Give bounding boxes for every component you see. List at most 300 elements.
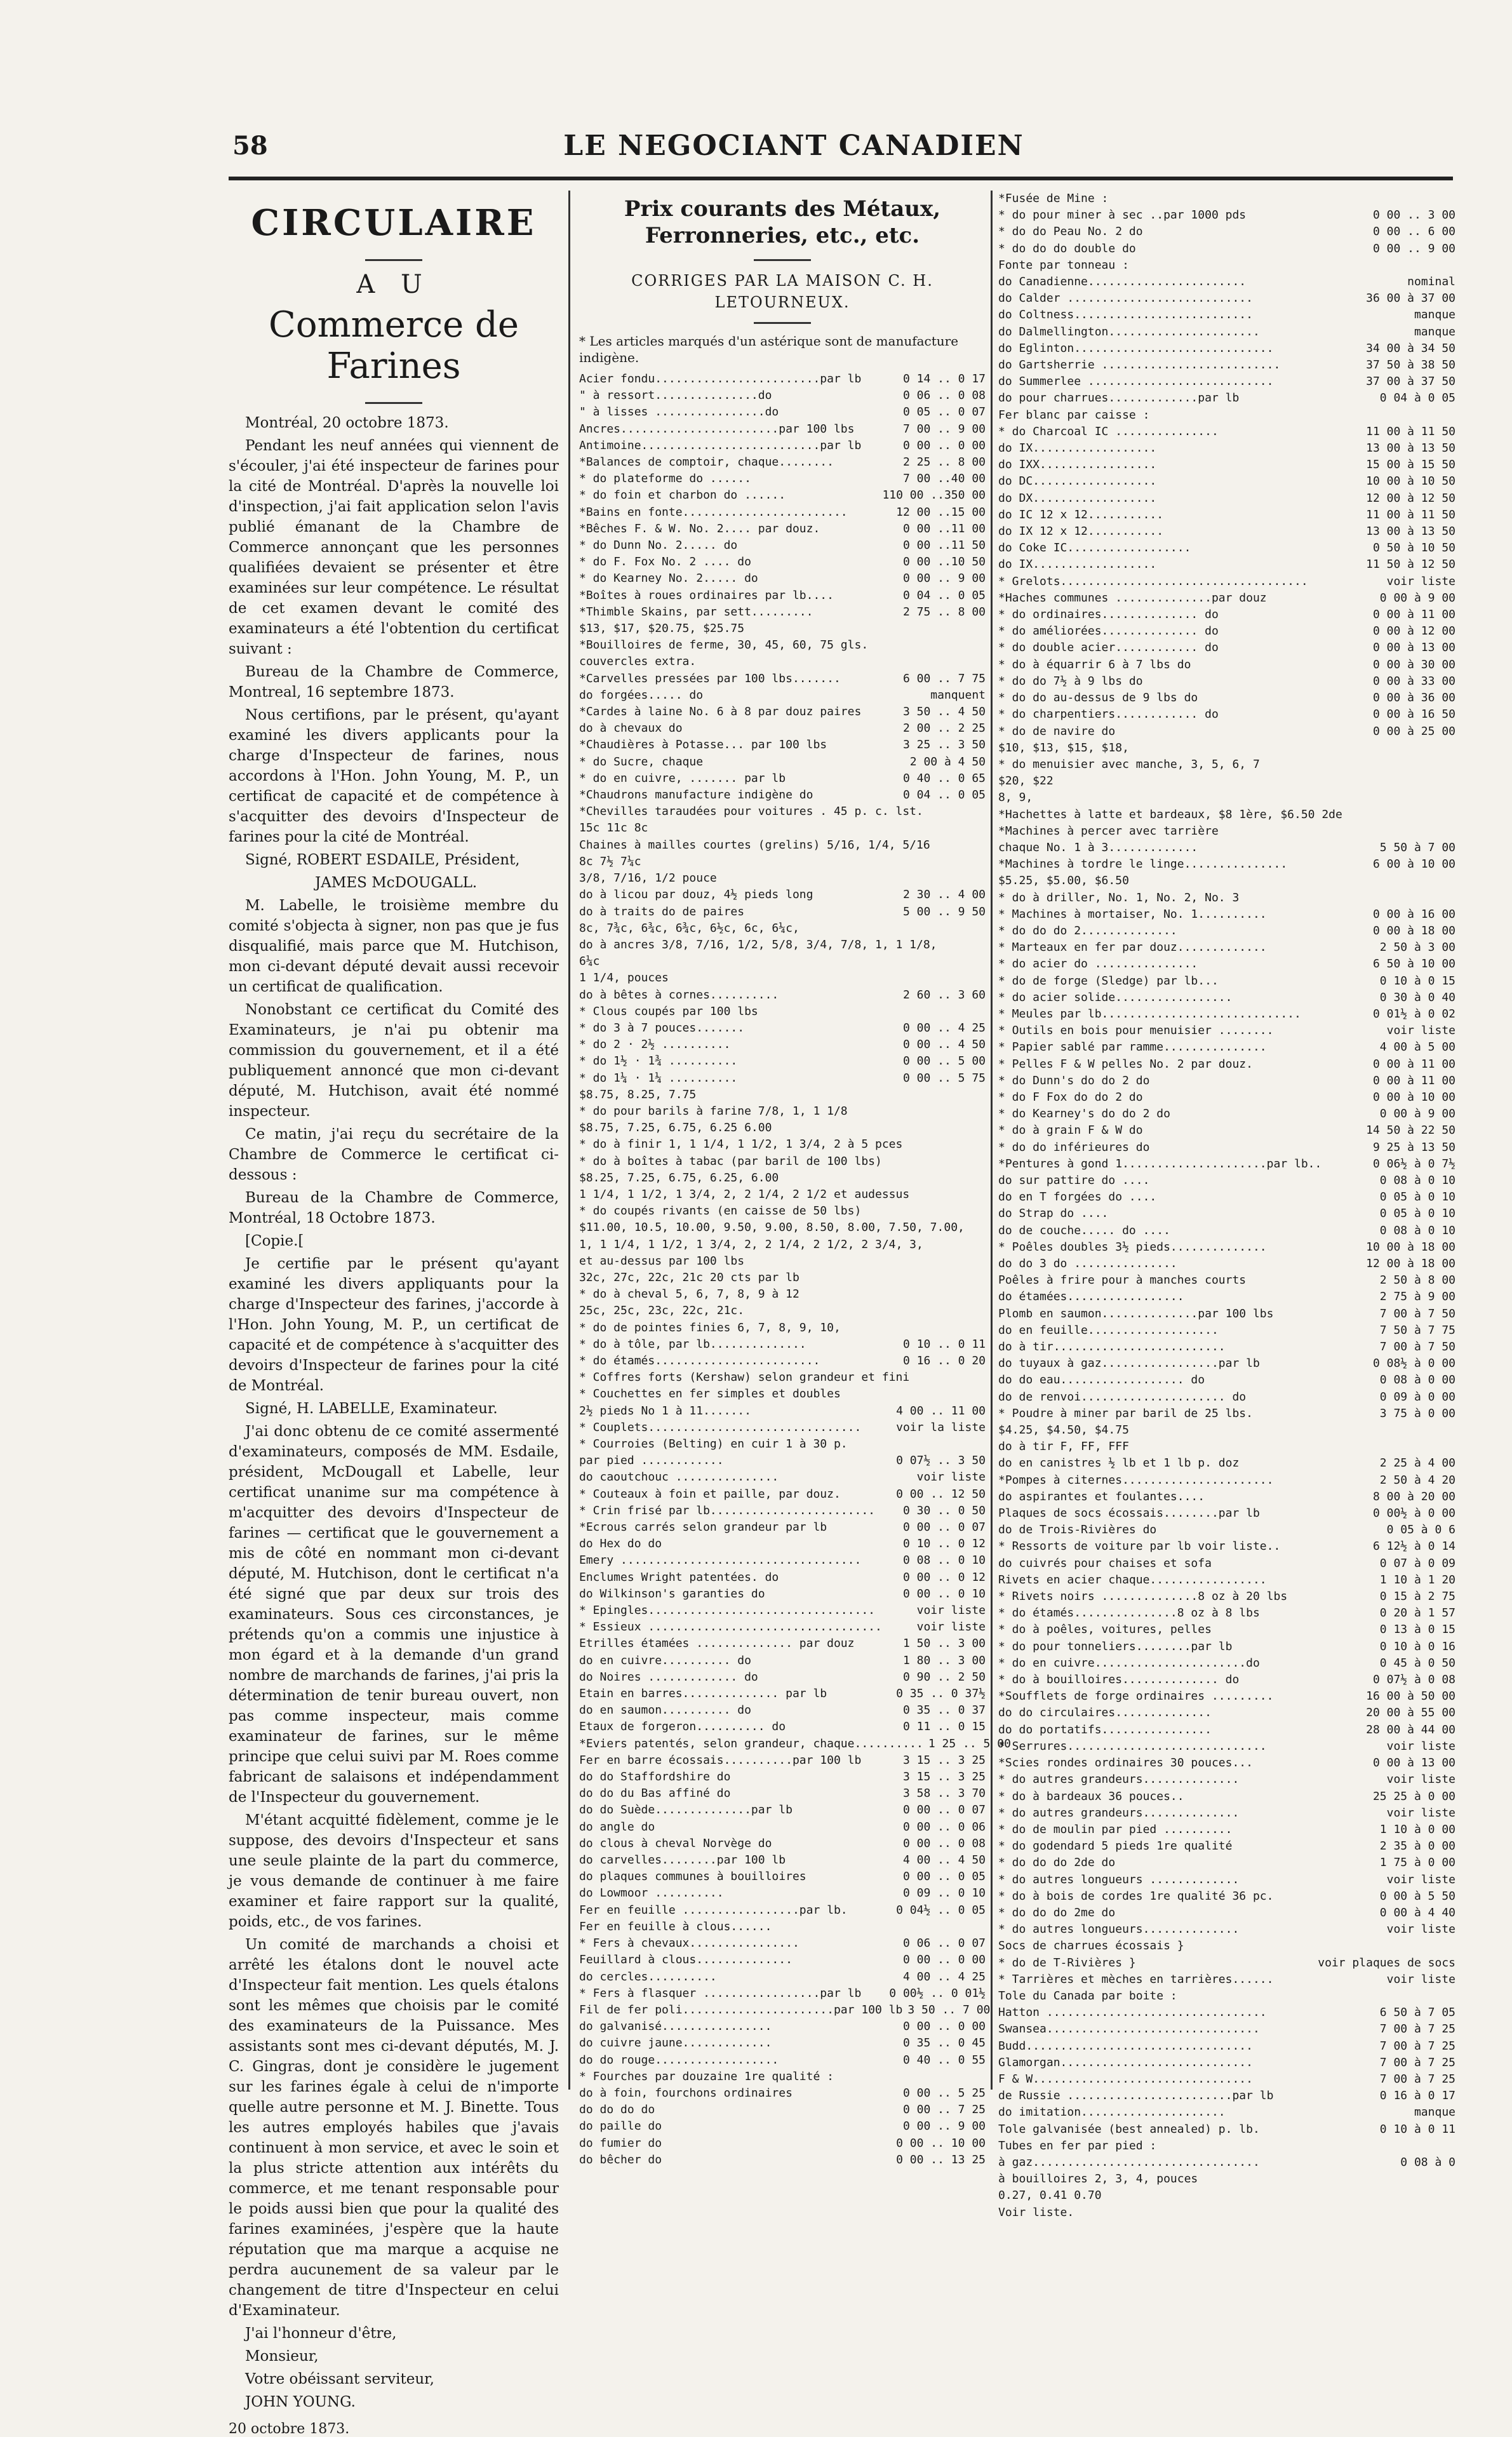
price-item-value [980,1286,986,1303]
price-item-value: 0 00 .. 12 50 [896,1487,986,1501]
price-item-value: 0 10 .. 0 11 [902,1337,986,1351]
price-item-label: *Chevilles taraudées pour voitures . 45 p. c. lst. [579,805,923,819]
price-item-label: do à tir......................... [998,1340,1226,1354]
prix-note: * Les articles marqués d'un astérique sont de manufacture indigène. [579,333,959,365]
price-item-label: * do Kearney's do do 2 do [998,1107,1170,1121]
price-item-value: 0 00 .. 7 25 [902,2103,986,2117]
price-item-value [1450,1988,1455,2004]
price-item-value: 0 10 à 0 16 [1379,1639,1455,1653]
price-item-label: Ancres.......................par 100 lbs [579,422,855,436]
price-item-label: * do de forge (Sledge) par lb... [998,974,1219,988]
price-item-label: do aspirantes et foulantes.... [998,1489,1205,1503]
price-row [579,1369,986,1386]
price-item-value: 7 00 à 7 25 [1379,2022,1455,2036]
paragraph: Nonobstant ce certificat du Comité des Examinateurs, je n'ai pu obtenir ma commission du gouvernement, et il a été publiquement annoncé que mon ci-devant député, M. Hutchison, avait été nommé inspecteur. [229,1002,559,1120]
price-item-label: Plaques de socs écossais........par lb [998,1507,1260,1521]
price-item-value: 0 50 à 10 50 [1372,541,1455,555]
price-row [998,1239,1455,1256]
price-row [998,1872,1455,1888]
price-row [579,1969,986,1985]
price-row [998,424,1455,440]
price-item-value [1450,1938,1455,1954]
price-item-value: 0 00½ à 0 00 [1372,1507,1455,1521]
price-item-value: 2 00 .. 2 25 [902,722,986,735]
price-item-label: * do coupés rivants (en caisse de 50 lbs) [579,1204,862,1218]
closing-line: J'ai l'honneur d'être, [245,2325,397,2342]
price-row [579,521,986,537]
price-item-label: do Gartsherrie .......................... [998,358,1281,372]
price-row [579,2069,986,2085]
price-row [579,1020,986,1037]
price-row [998,1838,1455,1855]
price-item-value: 0 00 à 18 00 [1372,923,1455,937]
price-item-value: nominal [1407,275,1455,289]
price-row [579,1819,986,1836]
price-item-value [980,1103,986,1120]
price-item-label: *Carvelles pressées par 100 lbs....... [579,671,841,685]
price-item-label: do à ancres 3/8, 7/16, 1/2, 5/8, 3/4, 7/8, 1, 1 1/8, [579,937,937,951]
price-row [579,1669,986,1686]
price-item-value [980,1320,986,1336]
price-item-label: do sur pattire do .... [998,1173,1150,1187]
price-item-label: do à chevaux do [579,722,683,735]
price-item-label: do Calder ........................... [998,292,1253,305]
price-list [998,191,1455,2221]
price-item-label: * do pour tonneliers........par lb [998,1639,1233,1653]
price-row [998,2104,1455,2121]
price-row [998,906,1455,923]
price-item-value: 0 40 .. 0 65 [902,771,986,785]
price-item-label: *Thimble Skains, par sett......... [579,605,813,619]
price-item-label: *Fusée de Mine : [998,192,1109,205]
price-item-label: * do menuisier avec manche, 3, 5, 6, 7 [998,757,1260,771]
price-row [579,2002,991,2018]
price-row [579,887,986,903]
price-row [998,307,1455,323]
price-item-value: 1 10 à 1 20 [1379,1573,1455,1587]
signature-line: JAMES McDOUGALL. [315,875,478,891]
price-item-value: 0 30 à 0 40 [1379,990,1455,1004]
price-item-label: do forgées..... do [579,688,704,702]
price-item-label: * Machines à mortaiser, No. 1.......... [998,907,1267,921]
price-row [998,507,1455,523]
price-item-label: do étamées................. [998,1290,1184,1304]
price-row [579,754,986,770]
price-item-label: * do ordinaires.............. do [998,608,1219,622]
price-row [579,1286,986,1303]
price-item-value: 4 00 .. 11 00 [896,1404,986,1418]
price-item-value [1450,890,1455,906]
price-item-label: *Bêches F. & W. No. 2.... par douz. [579,521,820,535]
price-row [579,1469,986,1486]
price-item-value: 1 10 à 0 00 [1379,1822,1455,1836]
price-item-value: 0 00 ..11 00 [902,521,986,535]
price-item-value: 0 11 .. 0 15 [902,1720,986,1734]
price-item-value: 0 13 à 0 15 [1379,1623,1455,1637]
price-item-label: do do portatifs................ [998,1722,1212,1736]
price-item-value: 0 45 à 0 50 [1379,1656,1455,1670]
prix-column [579,191,1011,2166]
price-row [579,537,986,554]
price-item-value: 16 00 à 50 00 [1366,1689,1455,1703]
price-item-label: Socs de charrues écossais } [998,1939,1184,1953]
price-row [998,1439,1455,1455]
price-item-value: 0 00 à 16 50 [1372,708,1455,722]
circulaire-subtitle: Commerce de Farines [269,304,519,387]
price-row [579,854,986,870]
price-item-value: 0 00 .. 10 00 [896,2136,986,2150]
price-item-value [980,803,986,820]
price-row [998,1106,1455,1122]
price-row [579,1869,986,1885]
price-item-value: 0 00 .. 9 00 [1372,241,1455,255]
price-item-label: $20, $22 [998,774,1054,788]
price-row [579,421,986,438]
price-item-value: 20 00 à 55 00 [1366,1706,1455,1720]
closing-line: Monsieur, [245,2348,319,2365]
price-item-label: * do pour miner à sec ..par 1000 pds [998,208,1247,222]
price-item-value: 14 50 à 22 50 [1366,1124,1455,1138]
price-item-value: 0 08 à 0 10 [1379,1223,1455,1237]
price-item-label: *Pompes à citernes...................... [998,1473,1274,1487]
price-item-value: 0 04 .. 0 05 [902,588,986,602]
price-row [998,1505,1455,1522]
price-row [579,704,986,720]
price-item-label: *Bains en fonte........................ [579,505,848,519]
price-row [579,671,986,687]
price-row [579,1053,986,1070]
price-item-value: 3 50 .. 7 00 [907,2003,991,2017]
price-item-label: do Coke IC.................. [998,541,1191,555]
price-item-value [1450,773,1455,789]
price-row [998,1122,1455,1139]
price-item-value: 0 05 .. 0 07 [902,405,986,419]
price-row [998,1422,1455,1439]
price-row [579,2118,986,2135]
price-item-value: 0 20 à 1 57 [1379,1606,1455,1620]
price-item-value [980,837,986,854]
signature-name: JOHN YOUNG. [245,2394,356,2410]
price-row [579,1519,986,1536]
price-item-label: * do 3 à 7 pouces....... [579,1021,745,1035]
price-row [579,1203,986,1219]
price-item-label: *Boîtes à roues ordinaires par lb.... [579,588,834,602]
price-row [998,1455,1455,1472]
price-row [998,1272,1455,1289]
price-row [998,789,1455,806]
price-item-label: do IX.................. [998,441,1157,455]
price-item-label: $8.25, 7.25, 6.75, 6.25, 6.00 [579,1171,779,1185]
price-item-label: Fer blanc par caisse : [998,408,1150,422]
price-item-label: Fer en feuille .................par lb. [579,1903,848,1917]
price-item-label: * do autres longueurs.............. [998,1923,1240,1937]
price-row [579,1902,986,1919]
price-row [998,657,1455,673]
price-item-label: do carvelles........par 100 lb [579,1853,786,1867]
price-row [998,1938,1455,1954]
price-row [998,556,1455,573]
price-item-value: voir plaques de socs [1318,1956,1455,1970]
price-row [579,587,986,604]
price-item-label: * do améliorées.............. do [998,624,1219,638]
price-row [579,2085,986,2102]
price-item-label: à bouilloires 2, 3, 4, pouces [998,2172,1198,2186]
price-row [998,723,1455,740]
price-item-label: *Haches communes ..............par douz [998,591,1267,605]
price-row [998,2171,1455,2187]
price-row [579,2135,986,2152]
price-row [998,856,1455,873]
price-row [998,290,1455,307]
price-row [579,2018,986,2035]
price-item-value: 6 50 à 7 05 [1379,2006,1455,2020]
price-item-value: 0 06 .. 0 07 [902,1937,986,1950]
price-item-value: 11 50 à 12 50 [1366,558,1455,572]
price-item-label: do DX.................. [998,491,1157,505]
price-item-value: 0 08 .. 0 10 [902,1554,986,1568]
price-item-value [980,2069,986,2085]
price-row [579,1170,986,1186]
price-item-label: * do de T-Rivières } [998,1956,1136,1970]
price-row [579,1219,986,1236]
price-item-label: do galvanisé................ [579,2020,772,2034]
price-item-value [1450,2205,1455,2221]
price-row [998,1905,1455,1921]
price-item-label: do Wilkinson's garanties do [579,1587,765,1601]
price-row [998,1888,1455,1905]
price-item-value [1450,740,1455,756]
price-item-label: do Noires ............. do [579,1670,758,1684]
price-item-label: * do de navire do [998,724,1116,738]
price-item-label: do cuivre jaune............. [579,2036,772,2050]
price-item-label: do Hex do do [579,1537,662,1551]
price-item-value [980,937,986,953]
price-item-label: do de Trois-Rivières do [998,1523,1157,1537]
price-item-label: * do à bois de cordes 1re qualité 36 pc. [998,1889,1274,1903]
price-row [998,1805,1455,1822]
price-item-value: voir liste [1386,1773,1455,1787]
price-item-value: 0 00 .. 0 12 [902,1570,986,1584]
price-row [998,1156,1455,1172]
price-item-label: do do 3 do ............... [998,1257,1177,1270]
price-item-label: do clous à cheval Norvège do [579,1836,772,1850]
price-item-value: 7 00 à 7 50 [1379,1306,1455,1320]
price-row [998,990,1455,1006]
price-item-label: " à lisses ................do [579,405,779,419]
price-row [998,1688,1455,1705]
price-item-value: 0 00 à 10 00 [1372,1090,1455,1104]
price-item-value: 0 04 à 0 05 [1379,391,1455,405]
price-item-label: * do do 7½ à 9 lbs do [998,674,1143,688]
price-item-label: * do Dunn's do do 2 do [998,1073,1150,1087]
price-item-value [980,1153,986,1170]
price-row [579,1935,986,1952]
price-item-value: voir liste [1386,1024,1455,1038]
price-row [579,1802,986,1818]
divider [754,322,811,324]
price-item-label: 25c, 25c, 23c, 22c, 21c. [579,1304,745,1318]
price-row [579,1403,986,1420]
price-item-value: 12 00 à 12 50 [1366,491,1455,505]
price-item-value: 0 04½ .. 0 05 [896,1903,986,1917]
price-row [579,2035,986,2051]
price-row [998,1755,1455,1771]
price-row [579,1836,986,1852]
price-item-value: 1 75 à 0 00 [1379,1856,1455,1870]
price-item-label: do à licou par douz, 4½ pieds long [579,888,813,902]
price-row [579,1303,986,1319]
price-item-label: do IX 12 x 12........... [998,525,1164,539]
price-item-value: voir liste [916,1470,986,1484]
divider [754,259,811,261]
price-item-value: 0 00 .. 0 08 [902,1836,986,1850]
price-row [579,870,986,887]
copie-label: [Copie.[ [245,1233,304,1249]
price-item-value: 5 00 .. 9 50 [902,904,986,918]
price-item-value: 2 50 à 4 20 [1379,1473,1455,1487]
price-row [998,241,1455,257]
price-item-value: 0 00 à 9 00 [1379,1107,1455,1121]
price-item-label: do do du Bas affiné do [579,1787,731,1801]
price-item-value: 0 10 à 0 11 [1379,2122,1455,2136]
price-item-label: Budd................................. [998,2039,1253,2053]
price-item-label: * do en cuivre, ....... par lb [579,771,786,785]
prix-title: Prix courants des Métaux, Ferronneries, etc., etc. [624,196,941,248]
price-item-label: Swansea............................... [998,2022,1260,2036]
price-item-value: 0 16 à 0 17 [1379,2089,1455,2103]
price-item-value [980,870,986,887]
price-item-label: $13, $17, $20.75, $25.75 [579,622,745,636]
price-item-label: * do étamés...............8 oz à 8 lbs [998,1606,1260,1620]
price-row [579,953,986,970]
price-row [998,939,1455,956]
price-item-label: * Serrures............................. [998,1739,1267,1753]
price-row [579,487,986,504]
price-item-label: do IXX................. [998,458,1157,472]
price-item-value: 10 00 à 10 50 [1366,474,1455,488]
price-row [998,690,1455,706]
price-row [579,1769,986,1785]
price-item-value: 0 06 .. 0 08 [902,389,986,403]
price-item-label: Tole du Canada par boite : [998,1989,1177,2003]
price-item-value [980,1087,986,1103]
price-item-label: do pour charrues.............par lb [998,391,1240,405]
paragraph: Nous certifions, par le présent, qu'ayant examiné les divers applicants pour la charge d'Inspecteur de farines, nous accordons à l'Hon. John Young, M. P., un certificat de capacité et de compétence à s'acquitter des devoirs d'Inspecteur de farines pour la cité de Montréal. [229,707,559,845]
price-row [998,1472,1455,1489]
price-item-label: * do à cheval 5, 6, 7, 8, 9 à 12 [579,1287,799,1301]
price-row [579,970,986,986]
price-item-value [980,970,986,986]
price-item-label: F & W................................ [998,2072,1253,2086]
price-item-value [1450,807,1455,823]
price-item-label: Acier fondu........................par lb [579,372,862,386]
price-list [579,371,1011,2168]
price-item-value: 0 08½ à 0 00 [1372,1357,1455,1371]
price-row [998,2205,1455,2221]
price-row [998,823,1455,840]
price-item-label: do IC 12 x 12........... [998,507,1164,521]
price-item-value: 7 00 à 7 25 [1379,2072,1455,2086]
price-item-label: * do de moulin par pied .......... [998,1822,1233,1836]
price-item-label: 3/8, 7/16, 1/2 pouce [579,871,717,885]
price-row [579,404,986,420]
price-item-label: *Chaudières à Potasse... par 100 lbs [579,738,827,752]
price-item-label: do cercles.......... [579,1970,717,1984]
price-item-label: 8c 7½ 7¼c [579,854,641,868]
price-row [998,590,1455,607]
price-row [998,1139,1455,1156]
price-row [998,1089,1455,1106]
price-item-value: 0 00 à 9 00 [1379,591,1455,605]
price-item-value: voir liste [1386,1872,1455,1886]
price-item-label: * Fers à chevaux................ [579,1937,799,1950]
price-item-label: * do 1½ · 1¾ .......... [579,1054,738,1068]
price-item-label: $4.25, $4.50, $4.75 [998,1423,1129,1437]
price-item-value [1450,257,1455,274]
price-row [579,1336,986,1353]
price-item-value: 10 00 à 18 00 [1366,1240,1455,1254]
price-item-label: * do 1¼ · 1¼ .......... [579,1071,738,1085]
price-row [998,1738,1455,1755]
price-item-label: do IX.................. [998,558,1157,572]
price-item-value: 3 25 .. 3 50 [902,738,986,752]
price-item-label: * do acier do ............... [998,957,1198,971]
price-item-label: * Courroies (Belting) en cuir 1 à 30 p. [579,1437,848,1451]
price-item-value: 0 00 .. 9 00 [902,2119,986,2133]
header-rule [229,177,1453,180]
price-row [579,554,986,570]
column-separator-2 [991,191,993,2090]
price-item-value [980,1369,986,1386]
price-row [579,1785,986,1802]
price-item-label: *Eviers patentés, selon grandeur, chaque.......... [579,1736,923,1750]
price-item-label: * do étamés........................ [579,1353,820,1367]
price-item-label: Chaines à mailles courtes (grelins) 5/16, 1/4, 5/16 [579,838,930,852]
price-item-label: do de renvoi..................... do [998,1390,1247,1404]
price-row [998,357,1455,373]
price-item-value [980,854,986,870]
price-item-value: 0 14 .. 0 17 [902,372,986,386]
price-item-value: voir liste [1386,574,1455,588]
price-item-value: 0 16 .. 0 20 [902,1353,986,1367]
price-item-label: Fil de fer poli......................par 100 lb [579,2003,903,2017]
price-row [998,2021,1455,2038]
price-item-label: *Pentures à gond 1.....................par lb.. [998,1157,1322,1171]
price-row [579,1952,986,1968]
price-item-value: 0 00 .. 6 00 [1372,225,1455,239]
price-item-label: *Hachettes à latte et bardeaux, $8 1ère, $6.50 2de [998,807,1342,821]
price-item-value [980,1219,986,1236]
price-item-label: do en canistres ½ lb et 1 lb p. doz [998,1456,1240,1470]
price-item-label: do DC.................. [998,474,1157,488]
price-item-label: do Eglinton............................. [998,341,1274,355]
price-item-value: 13 00 à 13 50 [1366,441,1455,455]
price-item-label: * do do do 2.............. [998,923,1177,937]
price-row [579,737,986,753]
price-item-value: 0 40 .. 0 55 [902,2053,986,2067]
price-item-value: 0 00 ..10 50 [902,555,986,569]
price-item-value [1450,1422,1455,1439]
price-item-label: do tuyaux à gaz.................par lb [998,1357,1260,1371]
price-row [579,1153,986,1170]
price-row [998,1705,1455,1721]
price-item-value: voir liste [1386,1923,1455,1937]
price-item-value: 0 00 .. 0 07 [902,1521,986,1534]
price-item-label: * do do do 2me do [998,1905,1116,1919]
price-item-value: 4 00 .. 4 50 [902,1853,986,1867]
price-row [579,1120,986,1136]
price-row [579,937,986,953]
